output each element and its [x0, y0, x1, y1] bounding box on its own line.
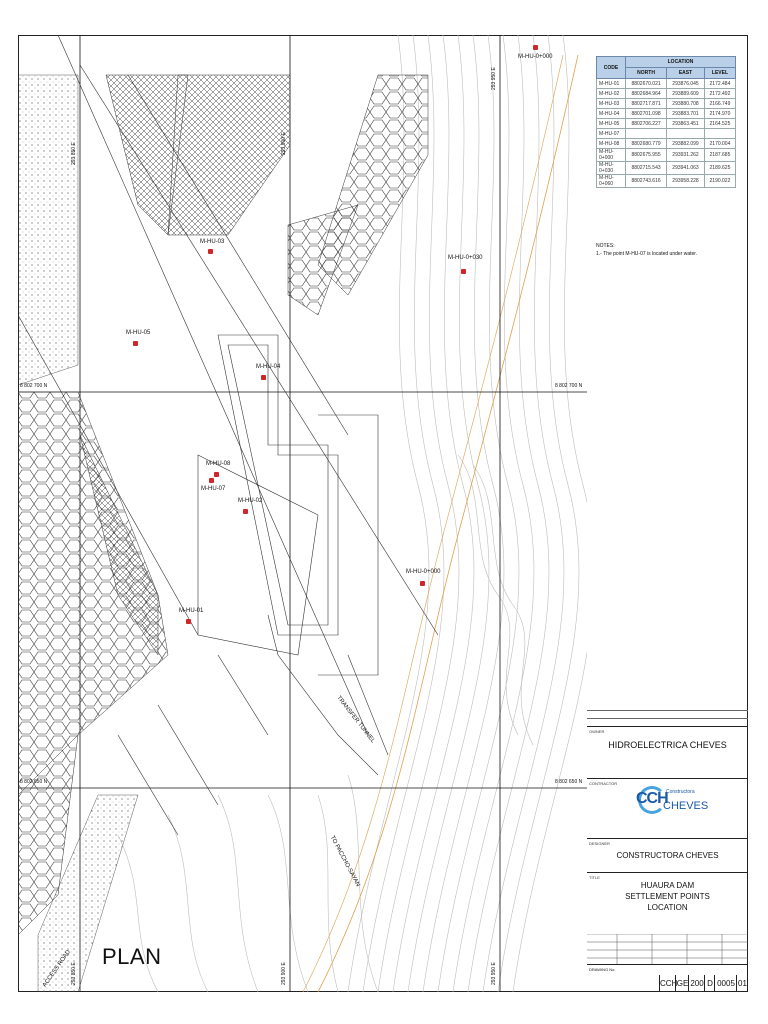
table-row	[597, 129, 736, 139]
cell-east: 293889.609	[667, 89, 705, 99]
settlement-point-label: M-HU-03	[200, 239, 225, 245]
plan-title: PLAN	[102, 944, 162, 969]
table-row	[597, 175, 736, 188]
plan-linework	[18, 35, 587, 992]
drawing-no-part: 01	[736, 975, 748, 992]
cell-east: 293863.451	[667, 119, 705, 129]
settlement-point-marker[interactable]	[214, 472, 219, 477]
title-line-1: HUAURA DAM	[640, 881, 695, 890]
settlement-point-label: M-HU-07	[201, 486, 226, 492]
settlement-point-marker[interactable]	[420, 581, 425, 586]
owner-block	[587, 726, 748, 778]
grid-label-e-top-1: 293 850 E	[71, 142, 77, 165]
cell-code: M-HU-0+030	[597, 162, 626, 175]
settlement-point-label: M-HU-08	[206, 461, 231, 467]
table-row	[597, 109, 736, 119]
note-item: 1.- The point M-HU-07 is located under water.	[596, 251, 698, 257]
settlement-point-marker[interactable]	[461, 269, 466, 274]
cell-east: 293941.063	[667, 162, 705, 175]
settlement-point-label: M-HU-04	[256, 364, 281, 370]
title-line-2: SETTLEMENT POINTS	[625, 892, 710, 901]
drawing-no-part: GE	[675, 975, 689, 992]
access-road-label: ACCESS ROAD	[42, 949, 72, 989]
cell-north: 8802675.955	[626, 149, 667, 162]
cell-code: M-HU-01	[597, 79, 626, 89]
cell-east: 293958.228	[667, 175, 705, 188]
col-code: CODE	[597, 57, 626, 79]
drawing-no-label: DRAWING No.	[589, 967, 616, 972]
cell-east: 293882.099	[667, 139, 705, 149]
grid-label-e-bottom-1: 293 850 E	[71, 962, 77, 985]
notes	[596, 242, 697, 258]
grid-label-e-top-3: 293 950 E	[491, 67, 497, 90]
table-row	[597, 162, 736, 175]
table-row	[597, 119, 736, 129]
designer-block	[587, 838, 748, 872]
cell-code: M-HU-02	[597, 89, 626, 99]
cell-north: 8802717.871	[626, 99, 667, 109]
road-to-paccho-label: TO PACCHO-SAYAN	[328, 835, 361, 888]
plan-drawing	[18, 35, 587, 992]
logo-cch: CCH	[636, 790, 668, 807]
cell-code: M-HU-05	[597, 119, 626, 129]
table-row	[597, 139, 736, 149]
table-row	[597, 79, 736, 89]
grid-label-e-top-2: 293 900 E	[281, 132, 287, 155]
drawing-no-part: 200	[688, 975, 705, 992]
settlement-point-marker[interactable]	[208, 249, 213, 254]
location-table	[596, 56, 736, 188]
settlement-point-label: M-HU-05	[126, 330, 151, 336]
cell-north: 8802743.616	[626, 175, 667, 188]
drawing-no-part: CCH	[659, 975, 676, 992]
cell-north: 8802701.098	[626, 109, 667, 119]
grid-label-n-left-1: 8 802 700 N	[20, 383, 48, 389]
cell-level: 2189.625	[704, 162, 735, 175]
col-level: LEVEL	[704, 68, 735, 79]
drawing-number-block	[587, 964, 748, 992]
drawing-no-part: D	[704, 975, 715, 992]
cell-code: M-HU-0+000	[597, 149, 626, 162]
grid-label-n-right-2: 8 802 650 N	[555, 779, 583, 785]
col-east: EAST	[667, 68, 705, 79]
settlement-point-marker[interactable]	[133, 341, 138, 346]
revision-row	[587, 710, 748, 718]
cell-code: M-HU-03	[597, 99, 626, 109]
cell-north: 8802715.543	[626, 162, 667, 175]
settlement-point-label: M-HU-0+000	[406, 569, 441, 575]
settlement-point-label: M-HU-0+030	[448, 255, 483, 261]
grid-label-n-right-1: 8 802 700 N	[555, 383, 583, 389]
logo-subtitle: Constructora	[666, 789, 695, 795]
settlement-point-label: M-HU-01	[179, 608, 204, 614]
cell-level: 2170.004	[704, 139, 735, 149]
cell-north	[626, 129, 667, 139]
title-label: TITLE	[589, 875, 600, 880]
cell-code: M-HU-0+060	[597, 175, 626, 188]
cell-level: 2164.525	[704, 119, 735, 129]
cell-level: 2174.970	[704, 109, 735, 119]
cell-code: M-HU-07	[597, 129, 626, 139]
grid-label-e-bottom-3: 293 950 E	[491, 962, 497, 985]
settlement-point-marker[interactable]	[209, 478, 214, 483]
drawing-no-part: 0005	[714, 975, 737, 992]
signature-grid-lines	[587, 934, 748, 964]
cell-level: 2166.749	[704, 99, 735, 109]
settlement-point-marker[interactable]	[261, 375, 266, 380]
title-line-3: LOCATION	[647, 903, 688, 912]
settlement-point-marker[interactable]	[243, 509, 248, 514]
logo-cheves: CHEVES	[663, 800, 709, 812]
designer-label: DESIGNER	[589, 841, 610, 846]
grid-label-e-bottom-2: 293 900 E	[281, 962, 287, 985]
table-row	[597, 149, 736, 162]
table-row	[597, 89, 736, 99]
settlement-point-label: M-HU-02	[238, 498, 263, 504]
designer-name: CONSTRUCTORA CHEVES	[616, 851, 719, 860]
settlement-point-marker[interactable]	[533, 45, 538, 50]
col-location: LOCATION	[626, 57, 736, 68]
cell-north: 8802670.021	[626, 79, 667, 89]
cell-code: M-HU-04	[597, 109, 626, 119]
grid-label-n-left-2: 8 802 650 N	[20, 779, 48, 785]
cell-north: 8802684.964	[626, 89, 667, 99]
cell-east: 293883.701	[667, 109, 705, 119]
settlement-point-label: M-HU-0+000	[518, 54, 553, 60]
owner-name: HIDROELECTRICA CHEVES	[608, 740, 727, 750]
contractor-label: CONTRACTOR	[589, 781, 618, 786]
cell-north: 8802706.227	[626, 119, 667, 129]
cell-level: 2190.022	[704, 175, 735, 188]
title-block	[587, 872, 748, 934]
cell-level: 2187.685	[704, 149, 735, 162]
notes-title: NOTES:	[596, 243, 615, 249]
revision-row	[587, 718, 748, 726]
cch-logo	[636, 782, 709, 822]
cell-north: 8802680.779	[626, 139, 667, 149]
cell-level: 2172.484	[704, 79, 735, 89]
cell-east: 293931.262	[667, 149, 705, 162]
settlement-point-marker[interactable]	[186, 619, 191, 624]
transfer-tunnel-label: TRANSFER TUNNEL	[335, 695, 376, 745]
col-north: NORTH	[626, 68, 667, 79]
cell-level: 2172.492	[704, 89, 735, 99]
signature-grid	[587, 934, 748, 964]
owner-label: OWNER	[589, 729, 605, 734]
cell-east: 293876.045	[667, 79, 705, 89]
table-row	[597, 99, 736, 109]
cell-code: M-HU-08	[597, 139, 626, 149]
cell-east	[667, 129, 705, 139]
cell-east: 293880.708	[667, 99, 705, 109]
cell-level	[704, 129, 735, 139]
